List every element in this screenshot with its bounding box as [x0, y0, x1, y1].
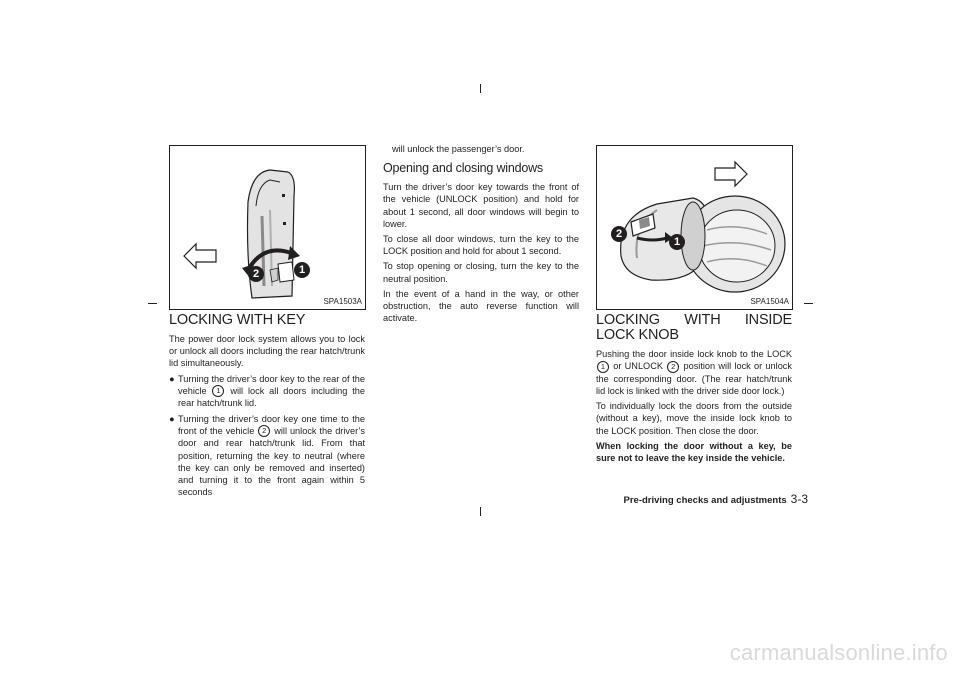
- column-locking-with-key: [169, 313, 365, 501]
- callout-1: 1: [669, 234, 685, 250]
- figure-key-lock: [169, 145, 366, 310]
- callout-2: 2: [611, 226, 627, 242]
- paragraph: Pushing the door inside lock knob to the LOCK 1 or UNLOCK 2 position will lock or unlock the corresponding door. (The rear hatch/trunk lid lock is linked with the driver side door lock.): [596, 349, 792, 396]
- paragraph: Turn the driver’s door key towards the front of the vehicle (UNLOCK position) and hold for about 1 second, all door windows will begin to lower.: [383, 182, 579, 229]
- crop-mark-left: [148, 303, 157, 304]
- arrow-right-icon: [715, 162, 747, 186]
- callout-number: 2: [667, 361, 679, 373]
- bullet-icon: ●: [169, 413, 175, 424]
- figure-code: SPA1503A: [323, 297, 362, 306]
- page-footer: [624, 492, 808, 506]
- warning-text: When locking the door without a key, be sure not to leave the key inside the vehicle.: [596, 440, 792, 463]
- paragraph: To stop opening or closing, turn the key to the neutral position.: [383, 261, 579, 284]
- list-item: ● Turning the driver’s door key to the rear of the vehicle 1 will lock all doors including the rear hatch/trunk lid.: [169, 373, 365, 409]
- figure-code: SPA1504A: [750, 297, 789, 306]
- crop-mark-bottom: [480, 507, 481, 516]
- paragraph: The power door lock system allows you to lock or unlock all doors including the rear hatch/trunk lid simultaneously.: [169, 334, 365, 369]
- section-name: Pre-driving checks and adjustments: [623, 495, 787, 506]
- arrow-left-icon: [184, 244, 216, 268]
- callout-1: 1: [294, 262, 310, 278]
- column-inside-lock-knob: [596, 313, 792, 467]
- continuation-text: will unlock the passenger’s door.: [392, 144, 525, 154]
- callout-number: 1: [212, 385, 224, 397]
- list-item: ● Turning the driver’s door key one time to the front of the vehicle 2 will unlock the driver’s door and rear hatch/trunk lid. From that position, returning the key to neutral (where the key can only be removed and inserted) and turning it to the front again within 5 seconds: [169, 413, 365, 498]
- paragraph: In the event of a hand in the way, or other obstruction, the auto reverse function will activate.: [383, 288, 579, 324]
- section-heading: Opening and closing windows: [383, 161, 543, 176]
- paragraph: To close all door windows, turn the key to the LOCK position and hold for about 1 second.: [383, 234, 579, 257]
- page-number: 3-3: [790, 492, 808, 506]
- crop-mark-top: [480, 84, 481, 93]
- key-lock-illustration: [170, 146, 365, 309]
- bullet-icon: ●: [169, 373, 175, 384]
- column-windows: [383, 143, 579, 327]
- crop-mark-right: [804, 303, 813, 304]
- watermark: carmanualsonline.info: [729, 640, 948, 665]
- figure-inside-lock-knob: [596, 145, 793, 310]
- inside-lock-illustration: [597, 146, 792, 309]
- callout-2: 2: [248, 266, 264, 282]
- callout-number: 1: [597, 361, 609, 373]
- section-heading: LOCKING WITH INSIDE LOCK KNOB: [596, 312, 792, 343]
- paragraph: To individually lock the doors from the outside (without a key), move the inside lock knob to the LOCK position. Then close the door.: [596, 401, 792, 436]
- callout-number: 2: [258, 425, 270, 437]
- section-heading: LOCKING WITH KEY: [169, 312, 306, 328]
